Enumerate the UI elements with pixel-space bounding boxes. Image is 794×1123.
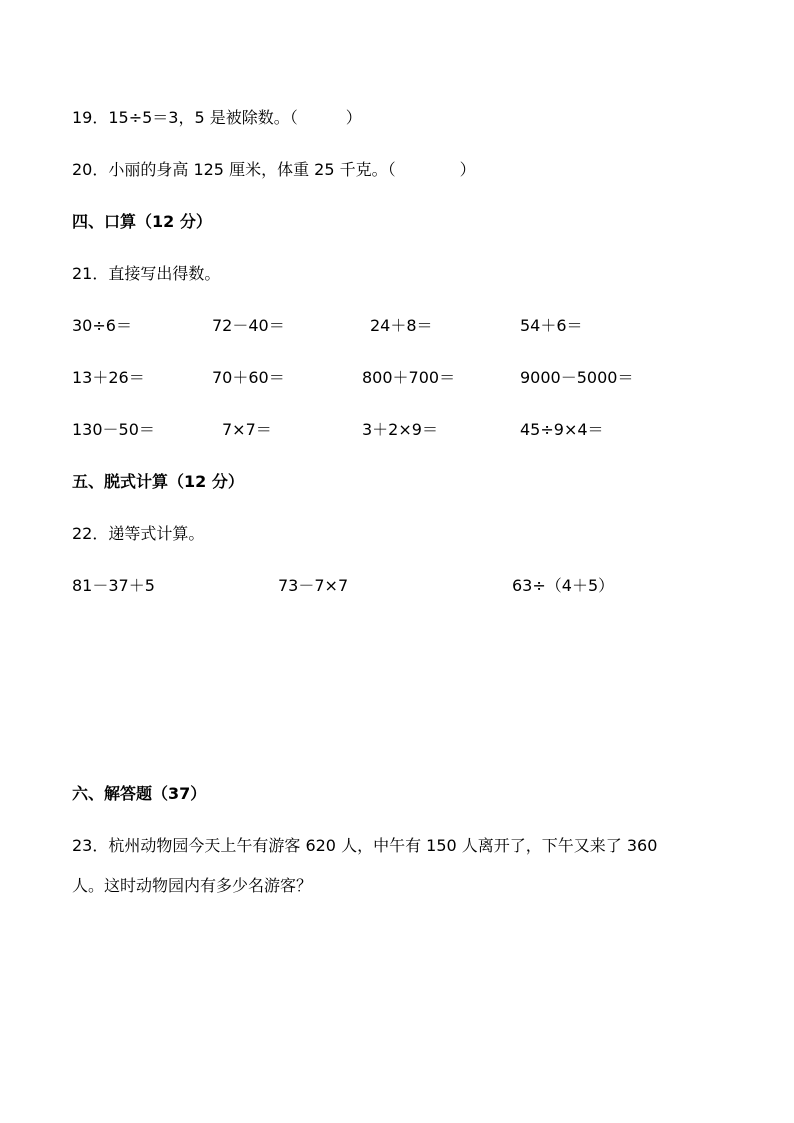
expression-3: 63÷（4＋5） [512,576,615,595]
question-21: 21．直接写出得数。 [72,264,221,283]
mental-calc-r1c2: 72－40＝ [212,316,285,335]
section-6-title: 六、解答题（37） [72,784,207,803]
mental-calc-r3c1: 130－50＝ [72,420,155,439]
mental-calc-r3c3: 3＋2×9＝ [362,420,438,439]
question-22: 22．递等式计算。 [72,524,205,543]
mental-calc-r1c4: 54＋6＝ [520,316,583,335]
question-23-line-2: 人。这时动物园内有多少名游客？ [72,876,313,895]
expression-2: 73－7×7 [278,576,349,595]
expression-1: 81－37＋5 [72,576,155,595]
mental-calc-r2c4: 9000－5000＝ [520,368,634,387]
mental-calc-r2c3: 800＋700＝ [362,368,456,387]
mental-calc-r1c1: 30÷6＝ [72,316,132,335]
question-20: 20．小丽的身高 125 厘米，体重 25 千克。（ ） [72,160,476,179]
mental-calc-r1c3: 24＋8＝ [370,316,433,335]
section-4-title: 四、口算（12 分） [72,212,212,231]
mental-calc-r3c4: 45÷9×4＝ [520,420,604,439]
section-5-title: 五、脱式计算（12 分） [72,472,244,491]
mental-calc-r2c2: 70＋60＝ [212,368,285,387]
question-19: 19．15÷5＝3，5 是被除数。（ ） [72,108,362,127]
mental-calc-r3c2: 7×7＝ [222,420,272,439]
question-23-line-1: 23．杭州动物园今天上午有游客 620 人，中午有 150 人离开了，下午又来了 360 [72,836,658,855]
mental-calc-r2c1: 13＋26＝ [72,368,145,387]
